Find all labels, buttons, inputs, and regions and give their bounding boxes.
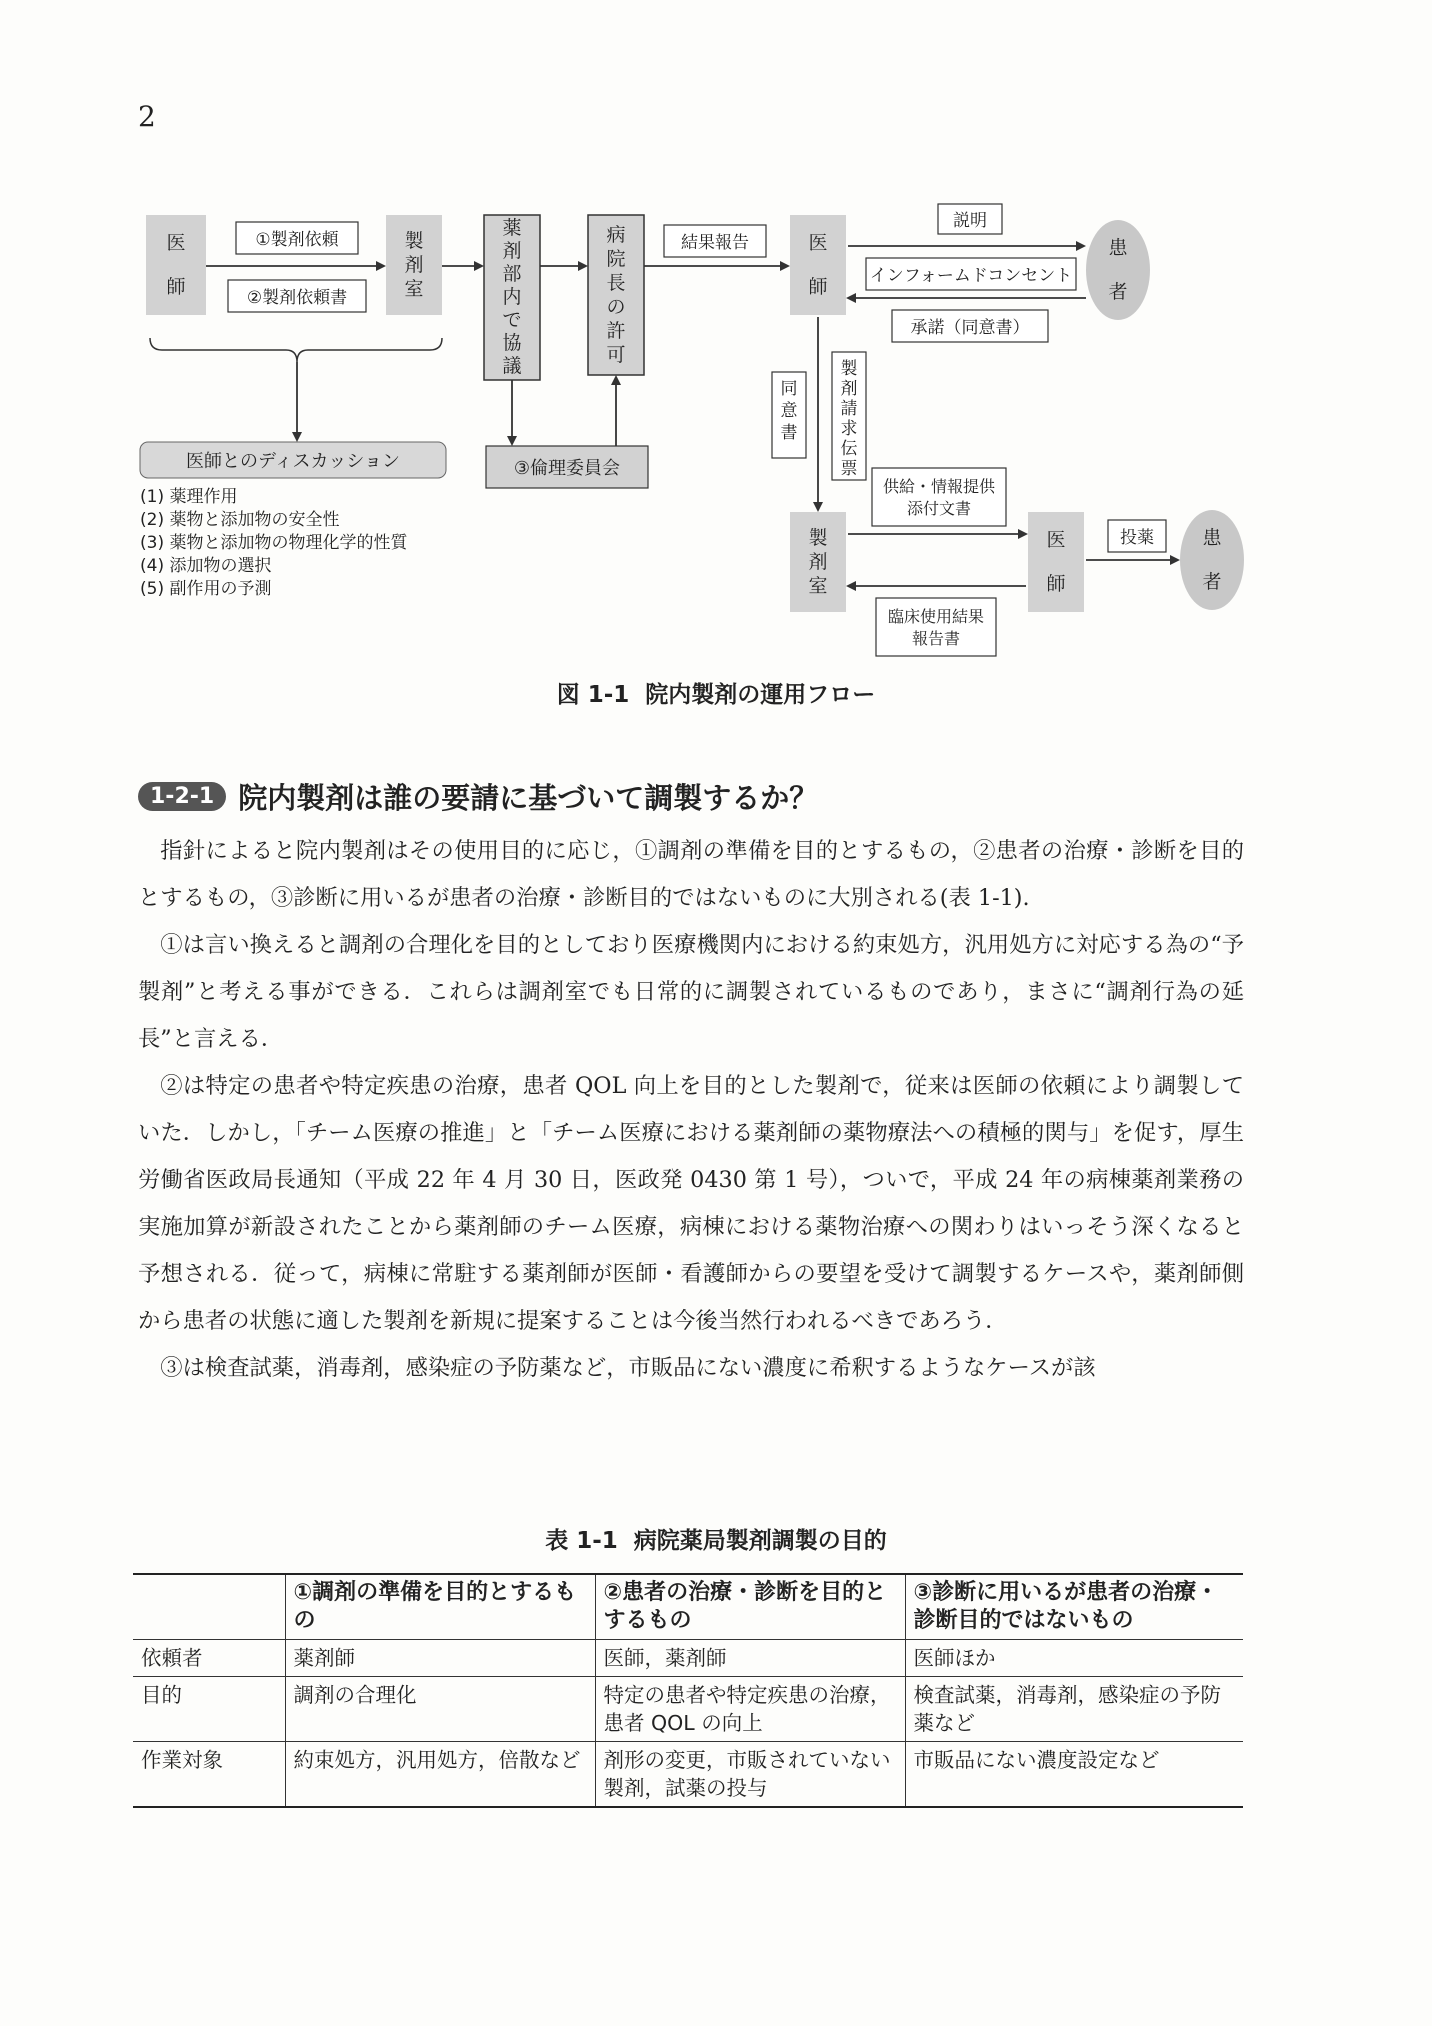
supply-info-label: 供給・情報提供添付文書 [882, 477, 996, 518]
request-doc-label: ②製剤依頼書 [246, 288, 348, 308]
result-report-label: 結果報告 [681, 233, 749, 253]
table-caption-title: 病院薬局製剤調製の目的 [633, 1528, 887, 1554]
table-cell: 依頼者 [141, 1646, 203, 1670]
request-slip-label: 製剤請求伝票 [840, 359, 858, 479]
table-cell: 特定の患者や特定疾患の治療，患者 QOL の向上 [595, 1677, 905, 1742]
patient-ellipse-a-label: 患者 [1108, 237, 1128, 303]
table-header-cell: ③診断に用いるが患者の治療・診断目的ではないもの [905, 1574, 1243, 1640]
table-cell: 約束処方，汎用処方，倍散など [285, 1742, 595, 1808]
patient-ellipse-b [1180, 510, 1244, 610]
doctor-box-a [146, 215, 206, 315]
doctor-box-b-label: 医師 [808, 232, 828, 298]
brace [150, 338, 442, 362]
pharmacy-box-b-label: 製剤室 [808, 527, 828, 597]
discussion-label: 医師とのディスカッション [185, 451, 401, 472]
dept-meeting-label: 薬剤部内で協議 [502, 217, 522, 377]
doctor-box-c-label: 医師 [1046, 529, 1066, 595]
table-cell: 薬剤師 [285, 1640, 595, 1677]
patient-ellipse-b-label: 患者 [1202, 527, 1222, 593]
figure-caption-number: 図 1-1 [556, 682, 630, 708]
table-cell: 調剤の合理化 [285, 1677, 595, 1742]
body-text [138, 828, 1244, 1392]
doctor-box-a-label: 医師 [166, 232, 186, 298]
ethics-label: ③倫理委員会 [513, 458, 621, 479]
administration-label: 投薬 [1120, 528, 1154, 548]
flow-diagram [0, 0, 1432, 700]
table-header-cell [133, 1574, 285, 1640]
discussion-items: (1) 薬理作用(2) 薬物と添加物の安全性(3) 薬物と添加物の物理化学的性質(4) 添加物の選択(5) 副作用の予測 [140, 487, 408, 599]
table-cell: 検査試薬，消毒剤，感染症の予防薬など [905, 1677, 1243, 1742]
purpose-table [133, 1573, 1243, 1808]
table-header-row [133, 1574, 1243, 1640]
informed-consent-label: インフォームドコンセント [869, 266, 1073, 286]
explanation-label: 説明 [953, 211, 987, 231]
consent-form-label: 同意書 [780, 379, 798, 443]
table-caption-number: 表 1-1 [545, 1528, 618, 1554]
director-label: 病院長の許可 [606, 224, 626, 366]
section-badge: 1-2-1 [138, 782, 226, 811]
clinical-report-label: 臨床使用結果報告書 [887, 607, 985, 648]
page-number: 2 [138, 100, 156, 133]
request-label: ①製剤依頼 [255, 230, 339, 250]
table-cell: 目的 [141, 1683, 182, 1707]
table-cell: 市販品にない濃度設定など [905, 1742, 1243, 1808]
table-caption [0, 1522, 1432, 1555]
paragraph: ①は言い換えると調剤の合理化を目的としており医療機関内における約束処方，汎用処方に対応する為の“予製剤”と考える事ができる．これらは調剤室でも日常的に調製されているものであり，まさに“調剤行為の延長”と言える． [138, 932, 1244, 1052]
table-row [133, 1742, 1243, 1808]
table-cell: 医師ほか [905, 1640, 1243, 1677]
table-row [133, 1640, 1243, 1677]
paragraph: ③は検査試薬，消毒剤，感染症の予防薬など，市販品にない濃度に希釈するようなケースが該 [160, 1355, 1096, 1381]
pharmacy-box-a-label: 製剤室 [404, 230, 424, 300]
table-cell: 剤形の変更，市販されていない製剤，試薬の投与 [595, 1742, 905, 1808]
paragraph: 指針によると院内製剤はその使用目的に応じ，①調剤の準備を目的とするもの，②患者の治療・診断を目的とするもの，③診断に用いるが患者の治療・診断目的ではないものに大別される(表 1-1). [138, 838, 1244, 911]
table-header-cell: ①調剤の準備を目的とするもの [285, 1574, 595, 1640]
doctor-box-b [790, 215, 846, 315]
consent-doc-label: 承諾（同意書） [910, 318, 1030, 338]
table-cell: 作業対象 [141, 1748, 223, 1772]
figure-caption [0, 676, 1432, 709]
patient-ellipse-a [1086, 220, 1150, 320]
paragraph: ②は特定の患者や特定疾患の治療，患者 QOL 向上を目的とした製剤で，従来は医師の依頼により調製していた．しかし，「チーム医療の推進」と「チーム医療における薬剤師の薬物療法への積極的関与」を促す，厚生労働省医政局長通知（平成 22 年 4 月 30 日，医政発 0430 第 1 号），ついで，平成 24 年の病棟薬剤業務の実施加算が新設されたことから薬剤師のチーム医療，病棟における薬物治療への関わりはいっそう深くなると予想される．従って，病棟に常駐する薬剤師が医師・看護師からの要望を受けて調製するケースや，薬剤師側から患者の状態に適した製剤を新規に提案することは今後当然行われるべきであろう． [138, 1073, 1244, 1334]
table-row [133, 1677, 1243, 1742]
doctor-box-c [1028, 512, 1084, 612]
section-title: 院内製剤は誰の要請に基づいて調製するか？ [238, 781, 819, 815]
table-header-cell: ②患者の治療・診断を目的とするもの [595, 1574, 905, 1640]
table-cell: 医師，薬剤師 [595, 1640, 905, 1677]
section-heading [138, 776, 818, 817]
figure-caption-title: 院内製剤の運用フロー [645, 682, 876, 708]
